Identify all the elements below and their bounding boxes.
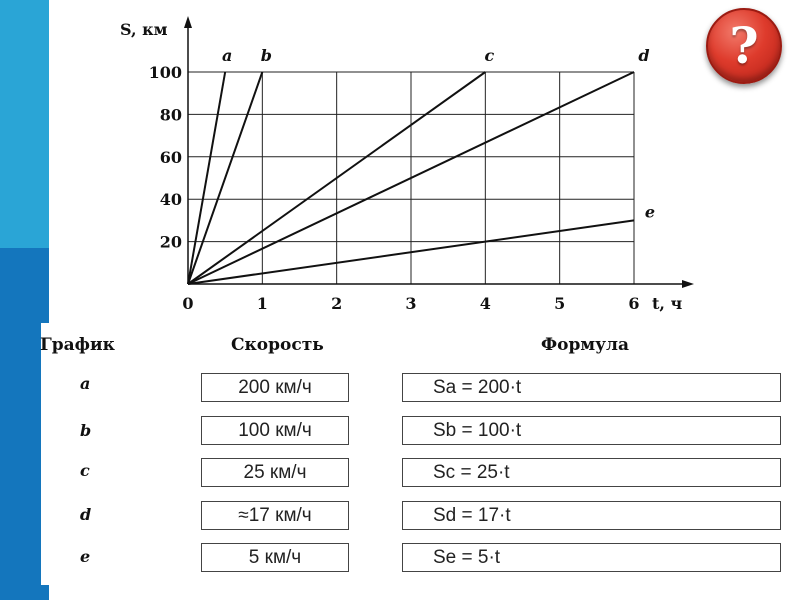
- row-a-speed: 200 км/ч: [201, 373, 349, 402]
- x-tick-label-1: 1: [256, 294, 268, 313]
- y-axis-arrow: [184, 16, 192, 28]
- row-c-graph: c: [80, 461, 90, 480]
- header-formula: Формула: [541, 335, 630, 355]
- y-tick-label-60: 60: [159, 147, 182, 167]
- series-label-b: b: [260, 46, 272, 65]
- row-b-graph: b: [80, 421, 92, 440]
- row-b-speed: 100 км/ч: [201, 416, 349, 445]
- x-tick-label-3: 3: [405, 294, 417, 313]
- series-label-d: d: [638, 46, 650, 65]
- header-graph: График: [40, 335, 115, 355]
- series-label-a: a: [221, 46, 233, 65]
- x-tick-label-5: 5: [554, 294, 566, 313]
- row-a-graph: a: [80, 374, 91, 393]
- row-d-formula: Sd = 17·t: [402, 501, 781, 530]
- x-axis-arrow: [682, 280, 694, 288]
- x-axis-label: t, ч: [652, 294, 683, 313]
- row-c-speed: 25 км/ч: [201, 458, 349, 487]
- row-c-formula: Sc = 25·t: [402, 458, 781, 487]
- row-e-speed: 5 км/ч: [201, 543, 349, 572]
- row-d-graph: d: [80, 505, 92, 524]
- row-a-formula: Sa = 200·t: [402, 373, 781, 402]
- y-tick-label-40: 40: [159, 190, 182, 210]
- y-tick-label-80: 80: [159, 105, 182, 125]
- x-tick-label-4: 4: [479, 294, 491, 313]
- y-tick-label-100: 100: [148, 63, 182, 82]
- series-line-b: [188, 72, 262, 284]
- row-e-formula: Se = 5·t: [402, 543, 781, 572]
- y-tick-label-20: 20: [159, 232, 182, 252]
- x-tick-label-2: 2: [331, 294, 343, 313]
- series-label-e: e: [644, 202, 656, 222]
- series-line-a: [188, 72, 225, 284]
- series-label-c: c: [484, 46, 495, 65]
- row-b-formula: Sb = 100·t: [402, 416, 781, 445]
- help-badge[interactable]: ?: [706, 8, 782, 84]
- header-speed: Скорость: [231, 335, 324, 355]
- x-tick-label-0: 0: [182, 294, 194, 313]
- y-axis-label: S, км: [120, 20, 168, 39]
- row-d-speed: ≈17 км/ч: [201, 501, 349, 530]
- x-tick-label-6: 6: [628, 294, 640, 313]
- row-e-graph: e: [80, 547, 91, 566]
